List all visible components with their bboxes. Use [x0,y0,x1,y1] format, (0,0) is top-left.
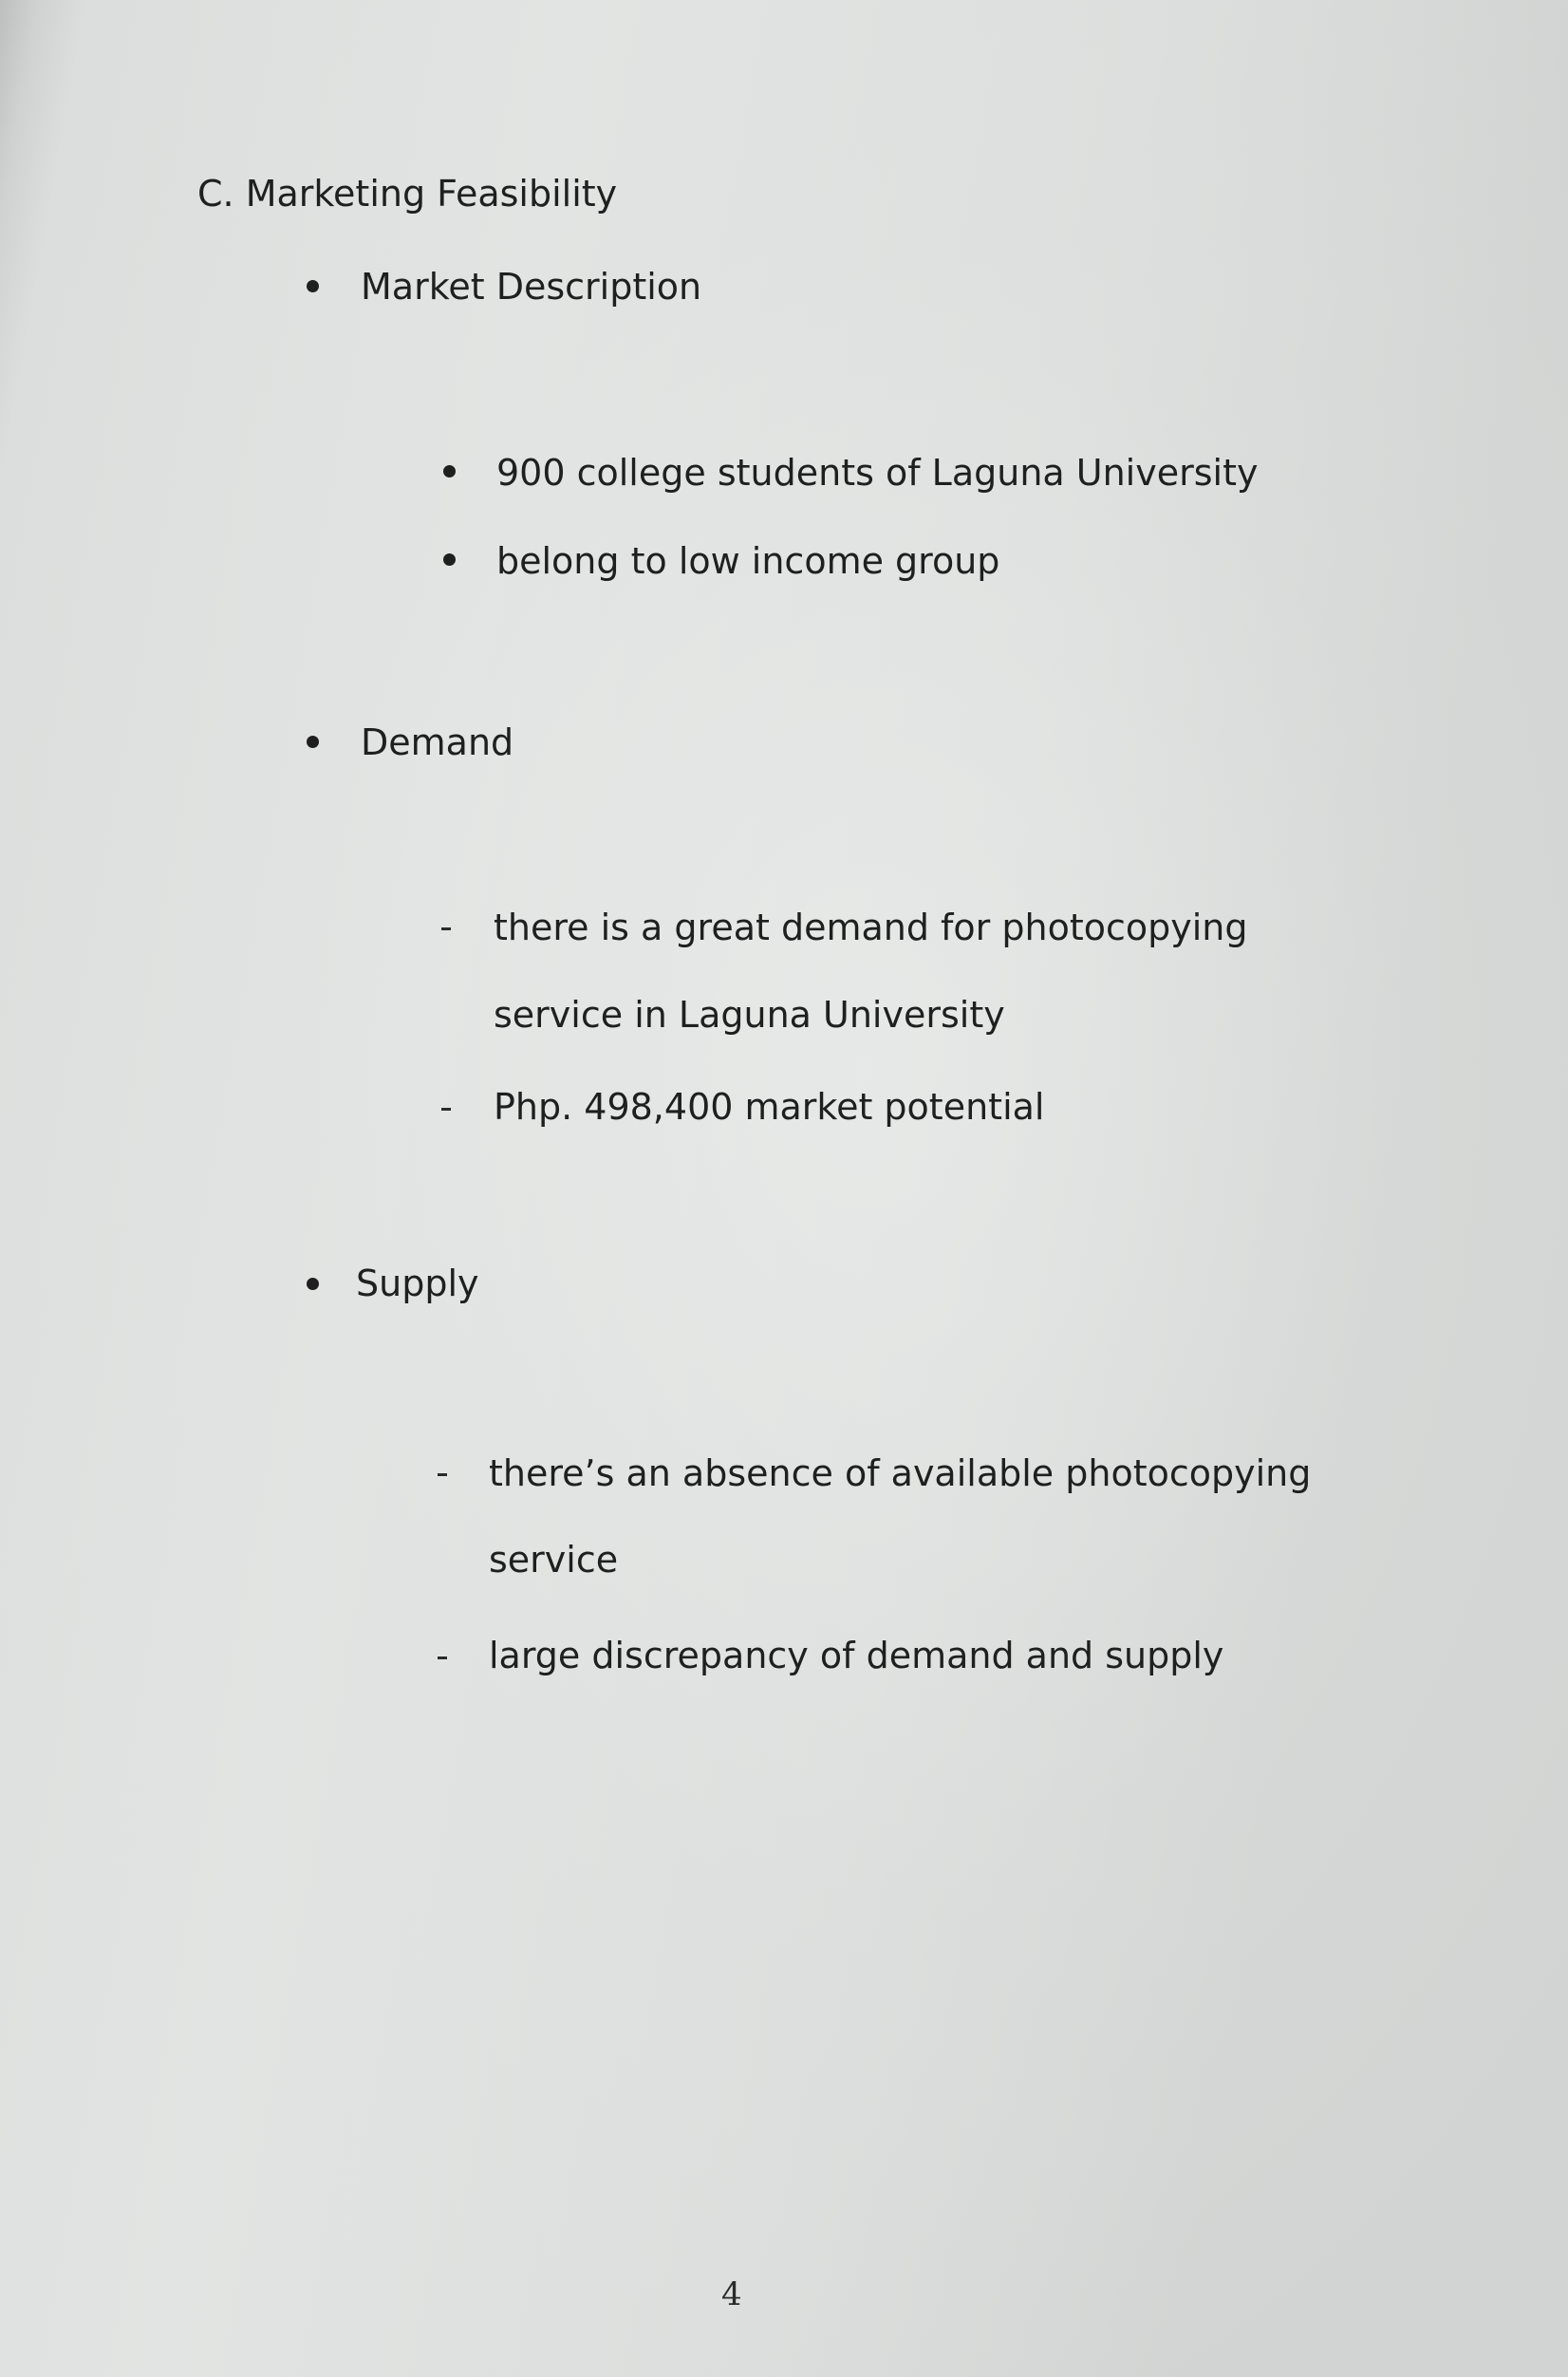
subitem-absence: there’s an absence of available photocopying [489,1452,1312,1494]
bullet-demand [307,736,319,748]
bullet-sub-2 [443,553,456,566]
section-heading: C. Marketing Feasibility [197,173,618,215]
dash-supply-2 [438,1656,447,1659]
item-supply: Supply [356,1263,479,1304]
subitem-great-demand-cont: service in Laguna University [494,994,1005,1036]
subitem-absence-cont: service [489,1539,619,1581]
subitem-students: 900 college students of Laguna University [496,452,1259,494]
dash-supply-1 [438,1473,447,1476]
bullet-supply [307,1278,319,1290]
bullet-market-description [307,280,319,292]
subitem-discrepancy: large discrepancy of demand and supply [489,1635,1224,1676]
subitem-low-income: belong to low income group [496,540,1000,582]
item-demand: Demand [361,721,514,763]
bullet-sub-1 [443,465,456,477]
subitem-market-potential: Php. 498,400 market potential [494,1086,1045,1128]
page-number: 4 [721,2275,742,2313]
dash-demand-2 [441,1108,451,1111]
dash-demand-1 [441,927,451,930]
subitem-great-demand: there is a great demand for photocopying [494,907,1248,948]
item-market-description: Market Description [361,266,702,308]
